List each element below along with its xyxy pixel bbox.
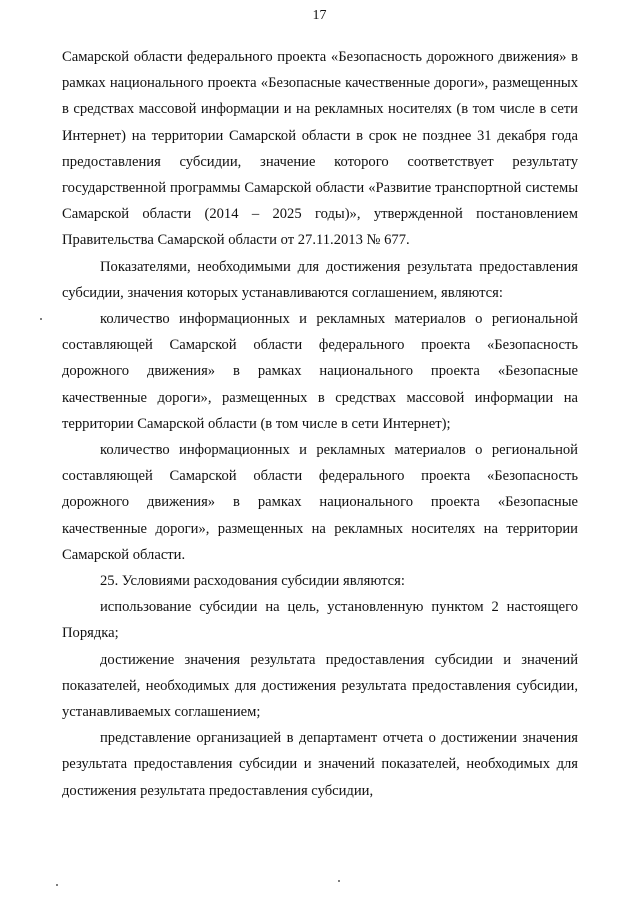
scan-speck <box>338 880 340 882</box>
scan-speck <box>56 884 58 886</box>
paragraph-clause-25: 25. Условиями расходования субсидии являются: <box>100 573 405 590</box>
paragraph-condition-purpose: использование субсидии на цель, установленную пунктом 2 настоящего Порядка; <box>62 599 578 642</box>
page-number: 17 <box>312 8 327 23</box>
paragraph-continuation: Самарской области федерального проекта «Безопасность дорожного движения» в рамках национального проекта «Безопасные качественные дороги», размещенных в средствах массовой информации и на рекламных носителях (в том числе в сети Интернет) на территории Самарской области в срок не позднее 31 декабря года предоставления субсидии, значение которого соответствует результату государственной программы Самарской области «Развитие транспортной системы Самарской области (2014 – 2025 годы)», утвержденной постановлением Правительства Самарской области от 27.11.2013 № 677. <box>62 49 578 249</box>
scan-speck <box>40 318 42 320</box>
paragraph-indicator-ad-carriers: количество информационных и рекламных материалов о региональной составляющей Самарской области федерального проекта «Безопасность дорожного движения» в рамках национального проекта «Безопасные качественные дороги», размещенных на рекламных носителях на территории Самарской области. <box>62 442 578 563</box>
paragraph-condition-report: представление организацией в департамент отчета о достижении значения результата предоставления субсидии и значений показателей, необходимых для достижения результата предоставления субсидии, <box>62 730 578 799</box>
document-body <box>62 44 578 804</box>
paragraph-indicators-intro: Показателями, необходимыми для достижения результата предоставления субсидии, значения которых устанавливаются соглашением, являются: <box>62 258 578 301</box>
paragraph-condition-result: достижение значения результата предоставления субсидии и значений показателей, необходимых для достижения результата предоставления субсидии, устанавливаемых соглашением; <box>62 651 578 721</box>
paragraph-indicator-media: количество информационных и рекламных материалов о региональной составляющей Самарской области федерального проекта «Безопасность дорожного движения» в рамках национального проекта «Безопасные качественные дороги», размещенных в средствах массовой информации на территории Самарской области (в том числе в сети Интернет); <box>62 311 578 432</box>
